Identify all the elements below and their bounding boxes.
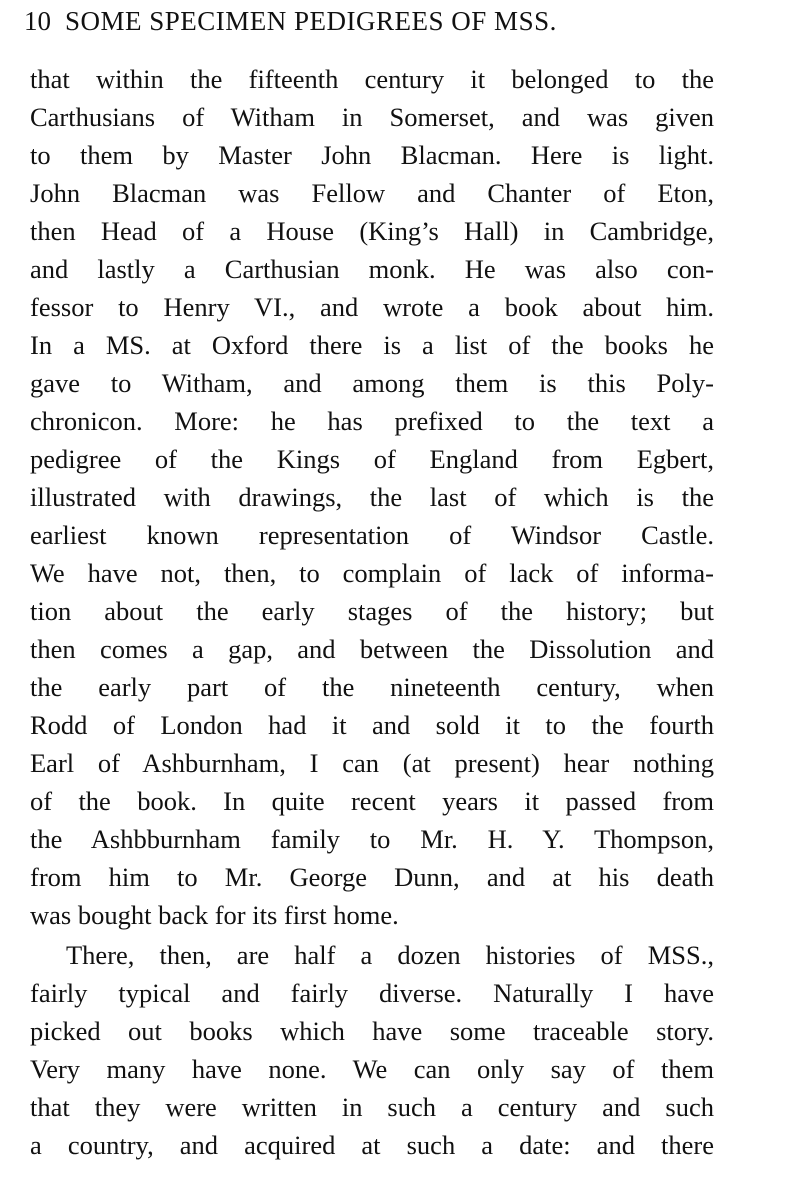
text-line: was bought back for its first home. (30, 900, 399, 930)
text-line: gave to Witham, and among them is this Poly- (30, 368, 714, 398)
text-line: fairly typical and fairly diverse. Naturally I have (30, 978, 714, 1008)
text-line: illustrated with drawings, the last of which is the (30, 482, 714, 512)
text-line: that they were written in such a century and such (30, 1092, 714, 1122)
text-line: the Ashbburnham family to Mr. H. Y. Thompson, (30, 824, 714, 854)
text-line: a country, and acquired at such a date: and there (30, 1130, 714, 1160)
running-head-title: SOME SPECIMEN PEDIGREES OF MSS. (65, 6, 557, 36)
text-line: the early part of the nineteenth century, when (30, 672, 714, 702)
paragraph-1 (30, 60, 714, 934)
text-line: Earl of Ashburnham, I can (at present) hear nothing (30, 748, 714, 778)
text-line: from him to Mr. George Dunn, and at his death (30, 862, 714, 892)
page-number: 10 (24, 6, 51, 36)
text-line: John Blacman was Fellow and Chanter of Eton, (30, 178, 714, 208)
text-line: chronicon. More: he has prefixed to the text a (30, 406, 714, 436)
text-line: that within the fifteenth century it belonged to the (30, 64, 714, 94)
text-line: then Head of a House (King’s Hall) in Cambridge, (30, 216, 714, 246)
text-line: There, then, are half a dozen histories of MSS., (66, 940, 714, 970)
text-line: We have not, then, to complain of lack of informa- (30, 558, 714, 588)
text-line: In a MS. at Oxford there is a list of the books he (30, 330, 714, 360)
text-line: pedigree of the Kings of England from Egbert, (30, 444, 714, 474)
text-line: Carthusians of Witham in Somerset, and was given (30, 102, 714, 132)
text-line: tion about the early stages of the history; but (30, 596, 714, 626)
text-line: then comes a gap, and between the Dissolution and (30, 634, 714, 664)
text-line: of the book. In quite recent years it passed from (30, 786, 714, 816)
running-head (24, 6, 724, 46)
text-line: to them by Master John Blacman. Here is light. (30, 140, 714, 170)
text-line: fessor to Henry VI., and wrote a book about him. (30, 292, 714, 322)
paragraph-2 (30, 936, 714, 1164)
body-text (30, 60, 714, 1164)
text-line: and lastly a Carthusian monk. He was also con- (30, 254, 714, 284)
text-line: Very many have none. We can only say of them (30, 1054, 714, 1084)
text-line: picked out books which have some traceable story. (30, 1016, 714, 1046)
text-line: Rodd of London had it and sold it to the fourth (30, 710, 714, 740)
text-line: earliest known representation of Windsor Castle. (30, 520, 714, 550)
